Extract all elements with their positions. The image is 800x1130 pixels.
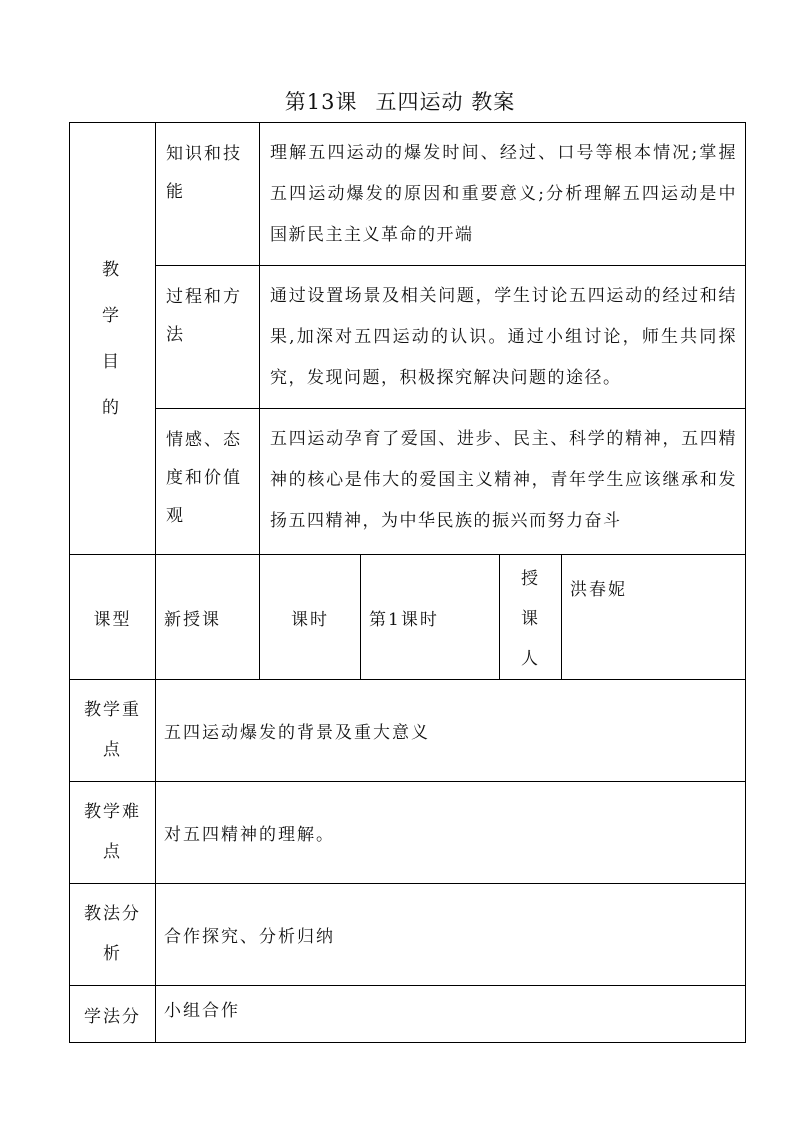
period-label: 课时 [260,555,361,680]
method-label: 教法分析 [70,884,156,986]
table-row [70,884,746,986]
focus-text: 五四运动爆发的背景及重大意义 [156,680,746,782]
goal-sub-label: 知识和技能 [156,123,260,266]
table-row [70,123,746,266]
lesson-type-label: 课型 [70,555,156,680]
table-row [70,680,746,782]
table-row [70,409,746,555]
goal-text: 理解五四运动的爆发时间、经过、口号等根本情况;掌握五四运动爆发的原因和重要意义;分析理解五四运动是中国新民主主义革命的开端 [260,123,746,266]
difficulty-label: 教学难点 [70,782,156,884]
table-row [70,782,746,884]
study-text: 小组合作 [156,986,746,1043]
goal-sub-label: 情感、态度和价值观 [156,409,260,555]
study-label: 学法分 [70,986,156,1043]
goal-text: 通过设置场景及相关问题，学生讨论五四运动的经过和结果,加深对五四运动的认识。通过小组讨论，师生共同探究，发现问题，积极探究解决问题的途径。 [260,266,746,409]
goal-sub-label: 过程和方法 [156,266,260,409]
teacher-value: 洪春妮 [562,555,746,680]
teacher-label: 授课人 [500,555,562,680]
focus-label: 教学重点 [70,680,156,782]
page-title [0,86,800,116]
lesson-type-value: 新授课 [156,555,260,680]
lesson-number: 第13课 [284,90,358,114]
table-row [70,555,746,680]
lesson-plan-table [69,122,746,1043]
method-text: 合作探究、分析归纳 [156,884,746,986]
table-row [70,986,746,1043]
lesson-title: 五四运动 教案 [375,90,516,114]
difficulty-text: 对五四精神的理解。 [156,782,746,884]
goal-text: 五四运动孕育了爱国、进步、民主、科学的精神，五四精神的核心是伟大的爱国主义精神，青年学生应该继承和发扬五四精神，为中华民族的振兴而努力奋斗 [260,409,746,555]
table-row [70,266,746,409]
goals-label: 教学目的 [70,123,156,555]
period-value: 第1课时 [361,555,500,680]
